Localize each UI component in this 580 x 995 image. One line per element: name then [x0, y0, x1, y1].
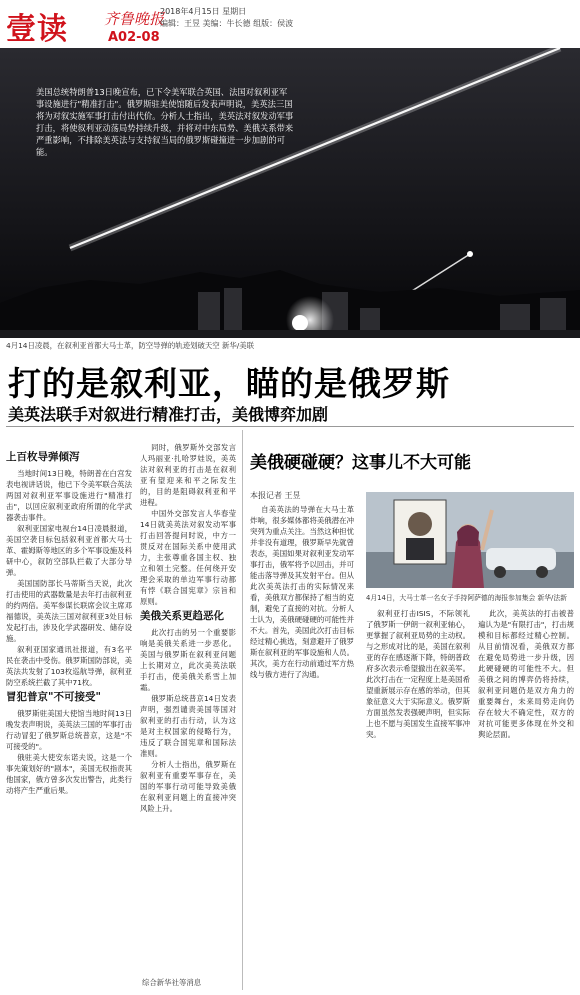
rally-photo-caption: 4月14日，大马士革一名女子手持阿萨德的海报参加集会 新华/法新	[366, 594, 567, 602]
article-paragraph: 美国国防部长马蒂斯当天说，此次打击使用的武器数量是去年打击叙利亚的约两倍。美军参谋长联席会议主席邓福德说，美英法三国对叙利亚3处目标发起打击，涉及化学武器研发、储存设施。	[6, 579, 132, 643]
column-2-heading: 美俄关系更趋恶化	[140, 610, 224, 622]
article-paragraph: 当地时间13日晚，特朗普在白宫发表电视讲话说，他已下令美军联合英法两国对叙利亚军事设施进行"精准打击"，以回应叙利亚政府所谓的化学武器袭击事件。	[6, 469, 132, 522]
rally-photo-illustration	[366, 492, 574, 588]
article-paragraph: 俄罗斯驻美国大使馆当地时间13日晚发表声明说，美英法三国的军事打击行动冒犯了俄罗斯总统普京，这是"不可接受的"。	[6, 709, 132, 751]
main-headline: 打的是叙利亚，瞄的是俄罗斯	[8, 364, 450, 403]
masthead	[0, 0, 580, 48]
issue-date: 2018年4月15日 星期日	[160, 7, 247, 16]
article-paragraph: 此次打击的另一个重要影响是美俄关系进一步恶化。美国与俄罗斯在叙利亚问题上长期对立，此次美英法联手打击，使美俄关系雪上加霜。	[140, 628, 236, 692]
photo-overlay-text: 美国总统特朗普13日晚宣布，已下令美军联合英国、法国对叙利亚军事设施进行"精准打击"。俄罗斯驻美使馆随后发表声明说，美英法三国将为对叙实施军事打击付出代价。分析人士指出，美英法对叙发动军事打击，将使叙利亚动荡局势持续升级，并将对中东局势、美俄关系带来严重影响，不排除美英法与支持叙当局的俄罗斯碰撞进一步加剧的可能。	[36, 87, 294, 157]
column-3	[250, 504, 354, 984]
article-paragraph: 叙利亚国家通讯社报道，有3名平民在袭击中受伤。俄罗斯国防部说，美英法共发射了103枚巡航导弹，叙利亚防空系统拦截了其中71枚。	[6, 645, 132, 687]
column-2	[140, 442, 236, 986]
article-paragraph: 分析人士指出，俄罗斯在叙利亚有重要军事存在，美国的军事行动可能导致美俄在叙利亚问题上的直接冲突风险上升。	[140, 760, 236, 813]
article-paragraph: 自美英法的导弹在大马士革炸响，很多媒体都将美俄潜在冲突列为重点关注。当然这种担忧并非没有道理，俄罗斯早先就曾表态，美国如果对叙利亚发动军事打击，俄军将予以回击，并可能击落导弹及其发射平台。但从此次美英法打击的实际情况来看，美俄双方都保持了相当的克制，避免了直接的对抗。分析人士认为，美俄硬碰硬的可能性并不大。首先，美国此次打击目标经过精心挑选，刻意避开了俄罗斯在叙利亚的军事设施和人员。其次，美方在行动前通过军方热线与俄方进行了沟通。	[250, 505, 354, 679]
paper-name: 齐鲁晚报	[104, 10, 165, 28]
sub-article-title: 美俄硬碰硬？这事儿不大可能	[250, 453, 471, 473]
section-code: A02-08	[108, 30, 160, 45]
column-1-heading-2: 冒犯普京"不可接受"	[6, 691, 101, 703]
article-paragraph: 叙利亚打击ISIS，不际领礼了俄罗斯一伊朗一叙利亚轴心，更掌握了叙利亚局势的主动权。与之形成对比的是，美国在叙利亚的存在感逐渐下降，特朗普政府多次表示希望撤出在叙美军。此次打击在一定程度上是美国希望重新展示存在感的举动，但其象征意义大于实际意义。俄罗斯方面虽然发表强硬声明，但实际上也不愿与美国发生直接军事冲突。	[366, 609, 470, 739]
article-paragraph: 同时，俄罗斯外交部发言人玛丽亚·扎哈罗娃说，美英法对叙利亚的打击是在叙利亚有望迎来和平之际发生的，目的是阻碍叙利亚和平进程。	[140, 443, 236, 507]
article-paragraph: 此次，美英法的打击被普遍认为是"有限打击"，打击规模和目标都经过精心控制。从目前情况看，美俄双方都在避免局势进一步升级，因此硬碰硬的可能性不大。但美俄之间的博弈仍将持续，叙利亚问题仍是双方角力的重要舞台，未来局势走向仍存在较大不确定性，双方的对抗可能更多体现在外交和舆论层面。	[478, 609, 574, 739]
main-photo	[0, 48, 580, 338]
article-paragraph: 中国外交部发言人华春莹14日就美英法对叙发动军事打击回答提问时说，中方一贯反对在国际关系中使用武力，主张尊重各国主权、独立和领土完整。任何绕开安理会采取的单边军事行动都有悖《联合国宪章》宗旨和原则。	[140, 509, 236, 606]
article-paragraph: 叙利亚国家电视台14日凌晨报道，美国空袭目标包括叙利亚首都大马士革、霍姆斯等地区的多个军事设施及科研中心，叙防空部队拦截了大部分导弹。	[6, 524, 132, 577]
column-5	[478, 608, 574, 986]
headline-divider	[6, 426, 574, 427]
editors-line: 编辑：王昱 美编：牛长德 组版：侯波	[160, 19, 294, 28]
rally-photo	[366, 492, 574, 588]
column-1-heading: 上百枚导弹倾泻	[6, 451, 80, 463]
reporter-byline: 本报记者 王昱	[250, 491, 301, 500]
article-paragraph: 俄驻美大使安东诺夫说，这是一个事先策划好的"剧本"，美国无权指责其他国家，俄方曾多次发出警告，此类行动将产生严重后果。	[6, 753, 132, 795]
brand-logo: 壹读	[6, 12, 68, 47]
main-subhead: 美英法联手对叙进行精准打击，美俄博弈加剧	[8, 405, 329, 424]
photo-caption: 4月14日凌晨，在叙利亚首都大马士革，防空导弹的轨迹划破天空 新华/美联	[6, 341, 255, 350]
news-source: 综合新华社等消息	[142, 978, 202, 987]
article-paragraph: 俄罗斯总统普京14日发表声明，强烈谴责美国等国对叙利亚的打击行动，认为这是对主权国家的侵略行为，违反了联合国宪章和国际法准则。	[140, 694, 236, 758]
column-1	[6, 448, 132, 972]
column-4	[366, 608, 470, 986]
column-divider	[242, 430, 243, 990]
